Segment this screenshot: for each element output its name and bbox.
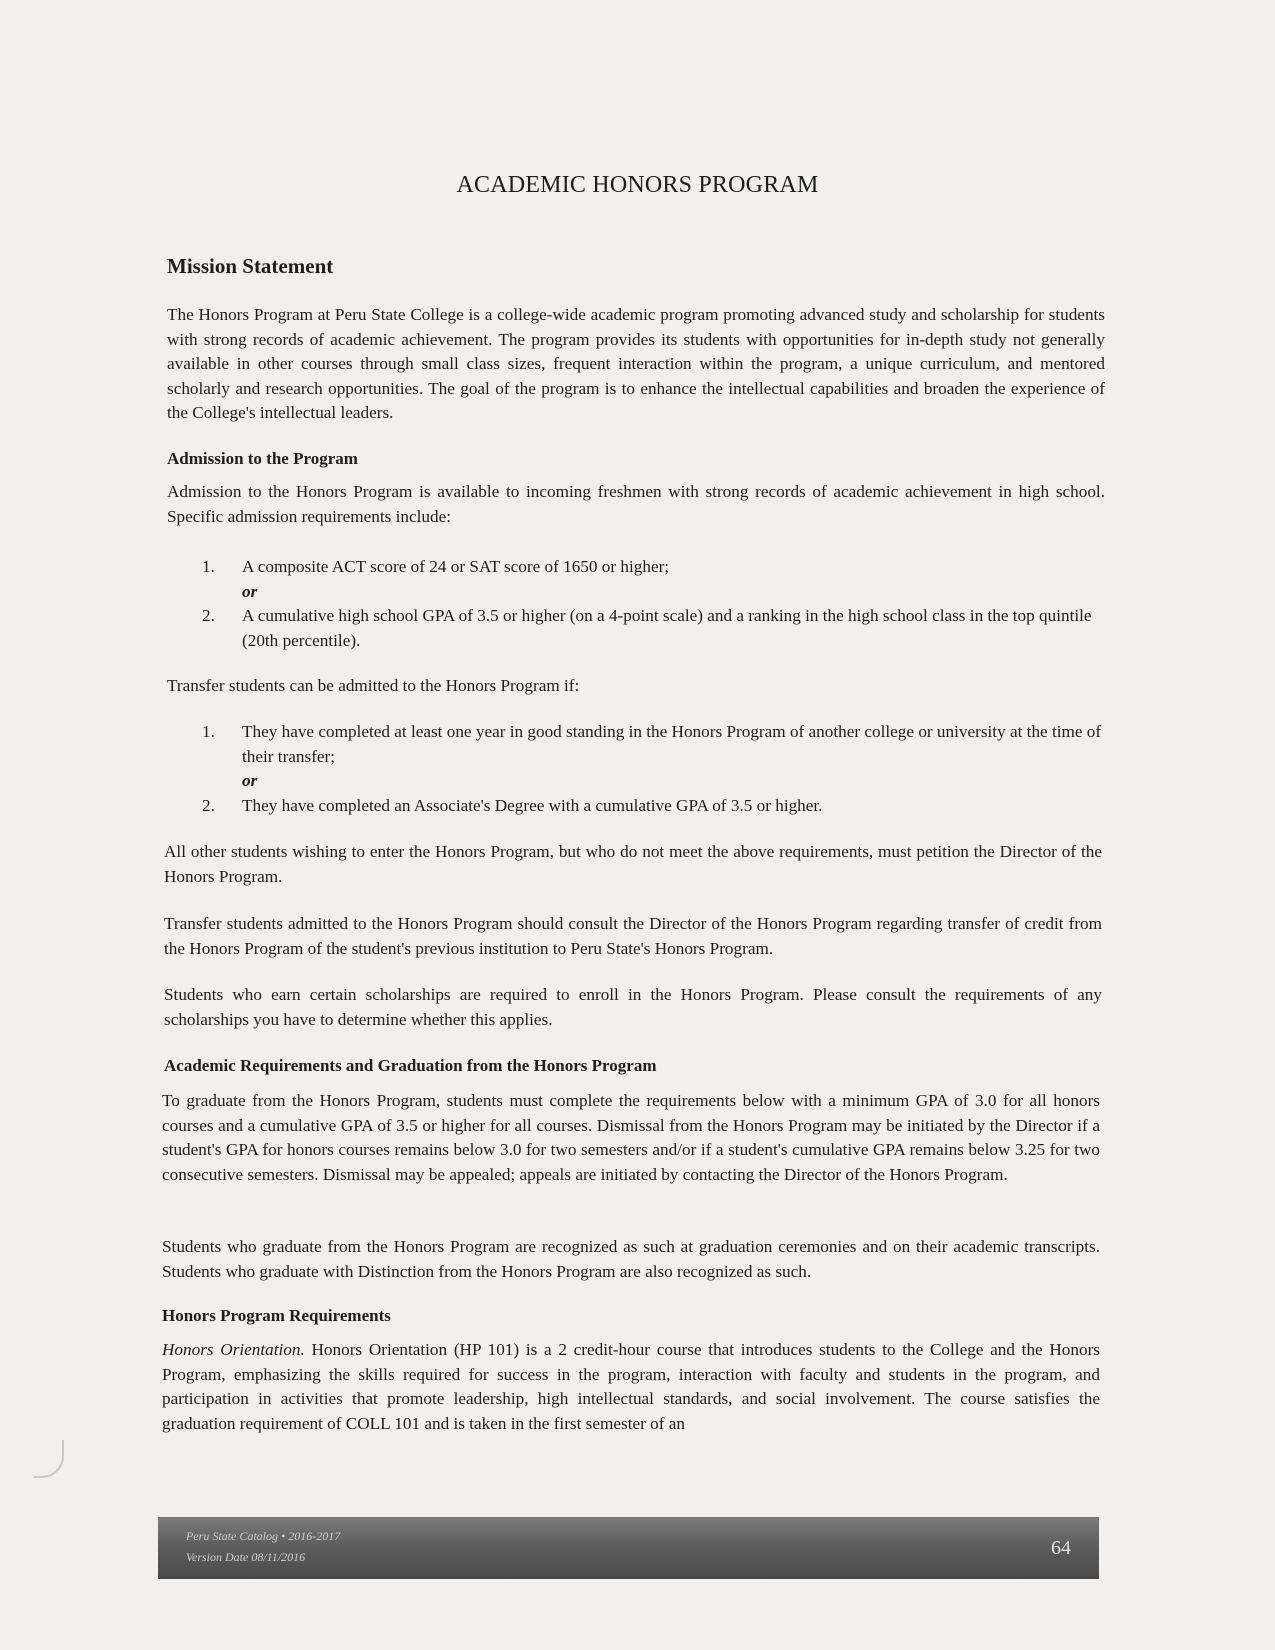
footer-bar [158,1517,1099,1579]
admission-list [167,555,1104,653]
transfer-list [167,720,1104,818]
admission-intro: Admission to the Honors Program is available to incoming freshmen with strong records of academic achievement in high school. Specific admission requirements include: [167,482,1105,526]
mission-paragraph: The Honors Program at Peru State College is a college-wide academic program promoting advanced study and scholarship for students with strong records of academic achievement. The program provides its students with opportunities for in-depth study not generally available in other courses through small class sizes, frequent interaction within the program, a unique curriculum, and mentored scholarly and research opportunities. The goal of the program is to enhance the intellectual capabilities and broaden the experience of the College's intellectual leaders. [167,305,1105,422]
transfer-intro: Transfer students can be admitted to the Honors Program if: [167,676,580,695]
footer-catalog: Peru State Catalog • 2016-2017 [186,1529,341,1543]
orientation-text: Honors Orientation (HP 101) is a 2 credit-hour course that introduces students to the College and the Honors Program, emphasizing the skills required for success in the program, interaction with faculty and students in the program, and participation in activities that promote leadership, high intellectual standards, and social involvement. The course satisfies the graduation requirement of COLL 101 and is taken in the first semester of an [162,1340,1100,1433]
list-number: 2. [202,795,215,815]
graduation-heading: Academic Requirements and Graduation from the Honors Program [164,1056,657,1075]
admission-heading: Admission to the Program [167,449,358,468]
orientation-label: Honors Orientation. [162,1340,305,1359]
or-separator: or [242,581,258,601]
page-title: ACADEMIC HONORS PROGRAM [456,172,819,198]
graduation-paragraph-1: To graduate from the Honors Program, students must complete the requirements below with a minimum GPA of 3.0 for all honors courses and a cumulative GPA of 3.5 or higher for all courses. Dismissal from the Honors Program may be initiated by the Director if a student's GPA for honors courses remains below 3.0 for two semesters and/or if a student's cumulative GPA remains below 3.25 for two consecutive semesters. Dismissal may be appealed; appeals are initiated by contacting the Director of the Honors Program. [162,1091,1100,1184]
orientation-paragraph [162,1338,1100,1436]
list-text: A composite ACT score of 24 or SAT score of 1650 or higher; [242,557,670,576]
scholarships-paragraph: Students who earn certain scholarships are required to enroll in the Honors Program. Please consult the requirements of any scholarships you have to determine whether this applies. [164,985,1102,1029]
list-number: 1. [202,722,215,741]
list-item [167,794,1104,819]
list-text: They have completed an Associate's Degree with a cumulative GPA of 3.5 or higher. [242,795,823,815]
list-text: A cumulative high school GPA of 3.5 or higher (on a 4-point scale) and a ranking in the high school class in the top quintile (20th percentile). [242,606,1092,650]
graduation-paragraph-2: Students who graduate from the Honors Program are recognized as such at graduation ceremonies and on their academic transcripts. Students who graduate with Distinction from the Honors Program are also recognized as such. [162,1237,1100,1281]
list-item [167,720,1104,769]
list-item [167,555,1104,580]
list-number: 2. [202,606,215,625]
list-number: 1. [202,557,215,576]
page-number: 64 [1051,1537,1071,1559]
page-edge-mark [34,1440,64,1478]
list-item [167,604,1104,653]
or-separator: or [242,771,258,790]
transfer-credit-paragraph: Transfer students admitted to the Honors Program should consult the Director of the Honors Program regarding transfer of credit from the Honors Program of the student's previous institution to Peru State's Honors Program. [164,914,1102,958]
footer-version: Version Date 08/11/2016 [186,1550,306,1564]
petition-paragraph: All other students wishing to enter the Honors Program, but who do not meet the above requirements, must petition the Director of the Honors Program. [164,842,1102,886]
list-text: They have completed at least one year in good standing in the Honors Program of another college or university at the time of their transfer; [242,722,1102,766]
mission-heading: Mission Statement [167,254,334,278]
requirements-heading: Honors Program Requirements [162,1306,391,1325]
